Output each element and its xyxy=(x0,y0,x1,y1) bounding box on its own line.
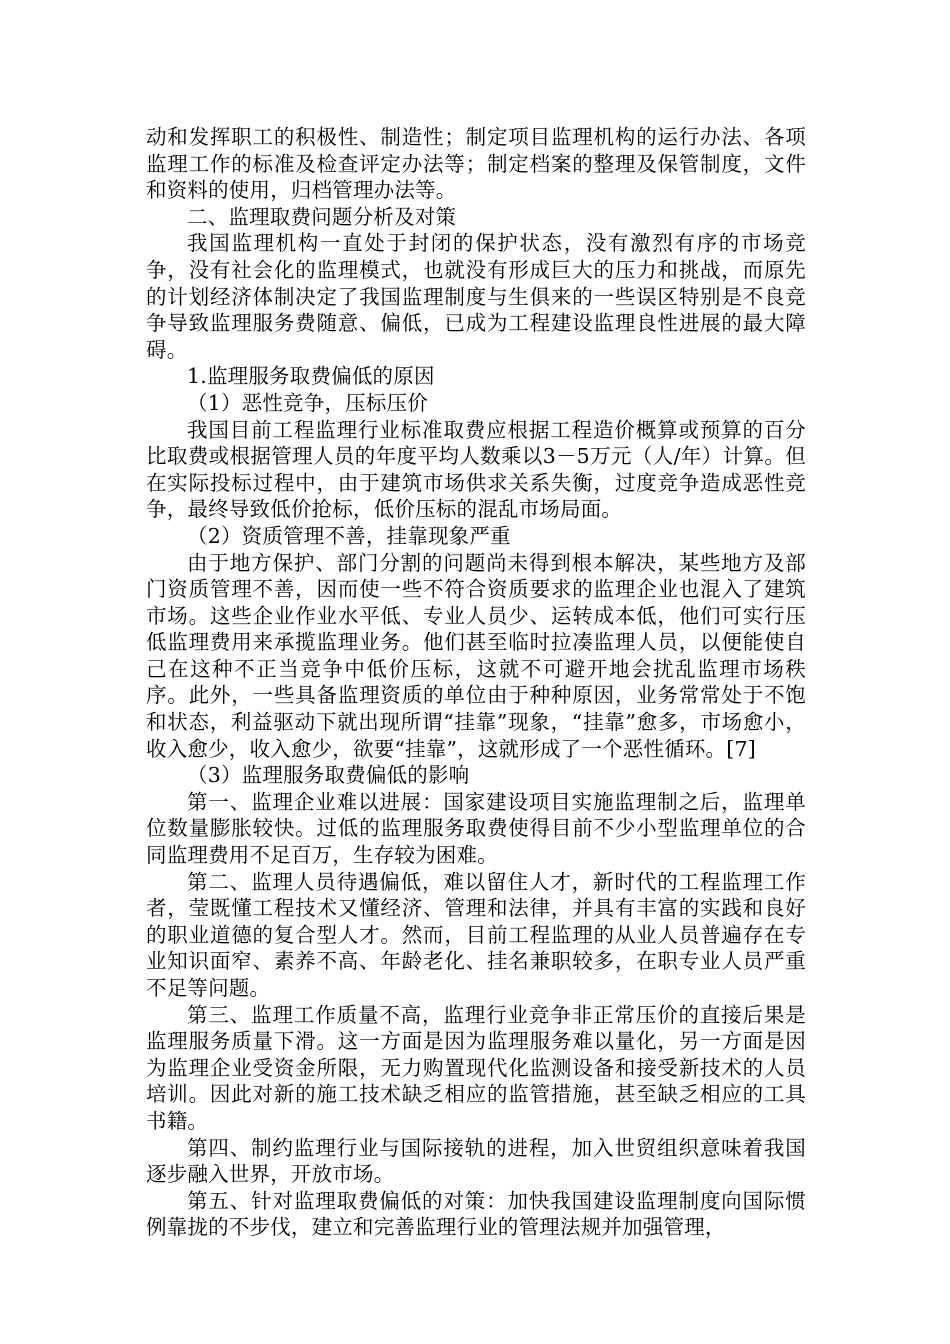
paragraph: 我国监理机构一直处于封闭的保护状态，没有激烈有序的市场竞争，没有社会化的监理模式，也就没有形成巨大的压力和挑战，而原先的计划经济体制决定了我国监理制度与生俱来的一些误区特别是不良竞争导致监理服务费随意、偏低，已成为工程建设监理良性进展的最大障碍。 xyxy=(146,231,806,362)
paragraph: 第二、监理人员待遇偏低，难以留住人才，新时代的工程监理工作者，莹既懂工程技术又懂经济、管理和法律，并具有丰富的实践和良好的职业道德的复合型人才。然而，目前工程监理的从业人员普遍存在专业知识面窄、素养不高、年龄老化、挂名兼职较多，在职专业人员严重不足等问题。 xyxy=(146,869,806,1000)
paragraph: 第一、监理企业难以进展：国家建设项目实施监理制之后，监理单位数量膨胀较快。过低的监理服务取费使得目前不少小型监理单位的合同监理费用不足百万，生存较为困难。 xyxy=(146,789,806,868)
paragraph: 由于地方保护、部门分割的问题尚未得到根本解决，某些地方及部门资质管理不善，因而使一些不符合资质要求的监理企业也混入了建筑市场。这些企业作业水平低、专业人员少、运转成本低，他们可实行压低监理费用来承揽监理业务。他们甚至临时拉凑监理人员，以便能使自己在这种不正当竞争中低价压标，这就不可避开地会扰乱监理市场秩序。此外，一些具备监理资质的单位由于种种原因，业务常常处于不饱和状态，利益驱动下就出现所谓“挂靠”现象，“挂靠”愈多，市场愈小，收入愈少，收入愈少，欲要“挂靠”，这就形成了一个恶性循环。[7] xyxy=(146,550,806,761)
item-heading: （3）监理服务取费偏低的影响 xyxy=(187,763,470,788)
paragraph: 动和发挥职工的积极性、制造性；制定项目监理机构的运行办法、各项监理工作的标准及检查评定办法等；制定档案的整理及保管制度，文件和资料的使用，归档管理办法等。 xyxy=(146,125,806,203)
item-heading: （1）恶性竞争，压标压价 xyxy=(187,390,428,415)
paragraph: 我国目前工程监理行业标准取费应根据工程造价概算或预算的百分比取费或根据管理人员的年度平均人数乘以3－5万元（人/年）计算。但在实际投标过程中，由于建筑市场供求关系失衡，过度竞争造成恶性竞争，最终导致低价抢标，低价压标的混乱市场局面。 xyxy=(146,417,806,522)
document-body xyxy=(146,124,806,1241)
item-heading: （2）资质管理不善，挂靠现象严重 xyxy=(187,523,511,548)
section-heading: 二、监理取费问题分析及对策 xyxy=(187,204,457,229)
paragraph: 第三、监理工作质量不高，监理行业竞争非正常压价的直接后果是监理服务质量下滑。这一方面是因为监理服务难以量化，另一方面是因为监理企业受资金所限，无力购置现代化监测设备和接受新技术的人员培训。因此对新的施工技术缺乏相应的监管措施，甚至缺乏相应的工具书籍。 xyxy=(146,1002,806,1133)
paragraph: 第四、制约监理行业与国际接轨的进程，加入世贸组织意味着我国逐步融入世界，开放市场。 xyxy=(146,1135,806,1187)
paragraph: 第五、针对监理取费偏低的对策：加快我国建设监理制度向国际惯例靠拢的不步伐，建立和完善监理行业的管理法规并加强管理， xyxy=(146,1188,806,1240)
subsection-heading: 1.监理服务取费偏低的原因 xyxy=(187,364,435,389)
